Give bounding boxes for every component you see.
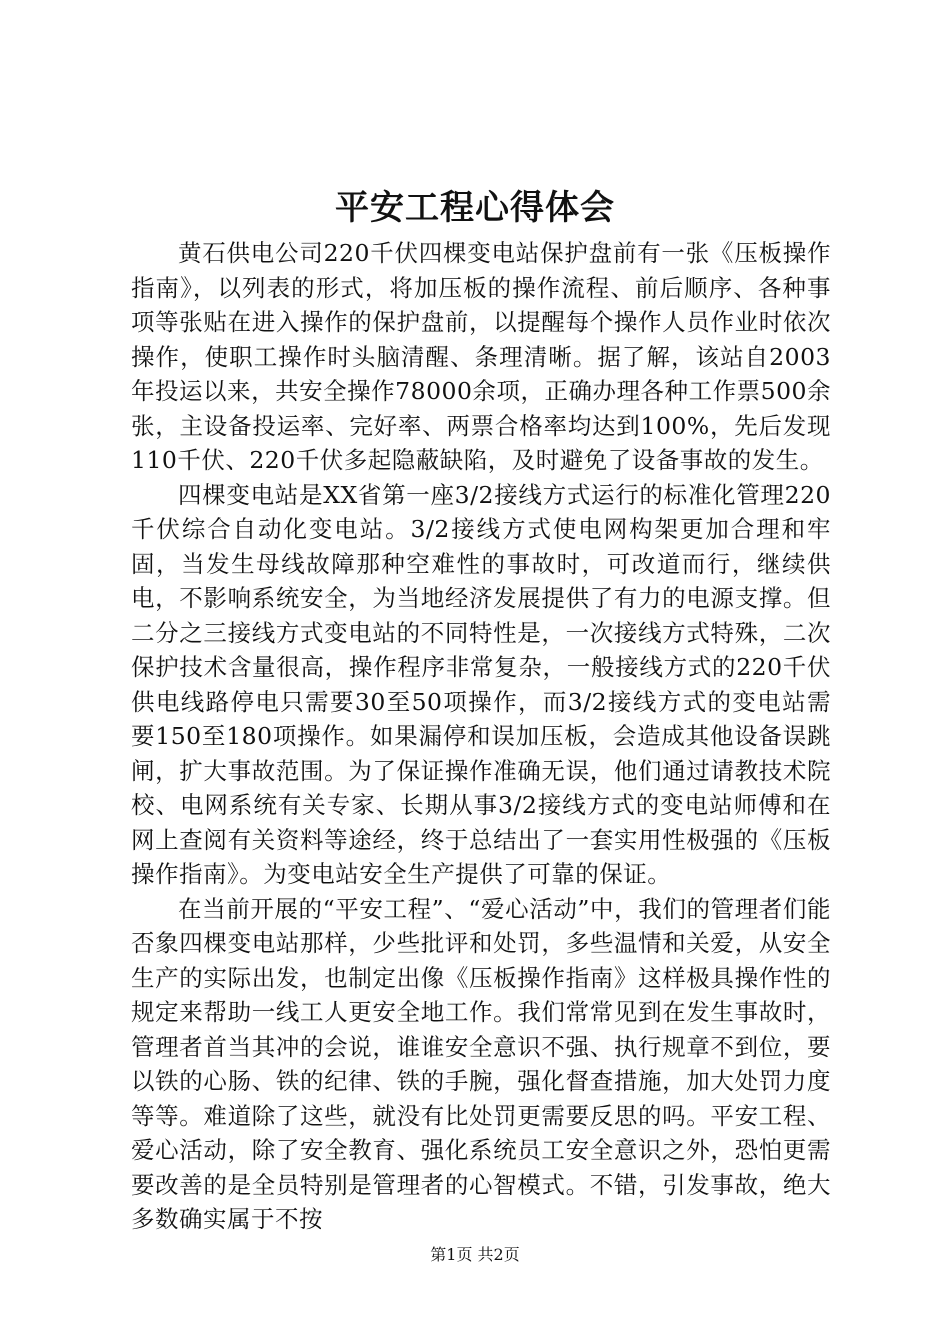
document-body xyxy=(131,236,831,1237)
paragraph-2: 四棵变电站是XX省第一座3/2接线方式运行的标准化管理220千伏综合自动化变电站。3/2接线方式使电网构架更加合理和牢固，当发生母线故障那种空难性的事故时，可改道而行，继续供电，不影响系统安全，为当地经济发展提供了有力的电源支撑。但二分之三接线方式变电站的不同特性是，一次接线方式特殊，二次保护技术含量很高，操作程序非常复杂，一般接线方式的220千伏供电线路停电只需要30至50项操作，而3/2接线方式的变电站需要150至180项操作。如果漏停和误加压板，会造成其他设备误跳闸，扩大事故范围。为了保证操作准确无误，他们通过请教技术院校、电网系统有关专家、长期从事3/2接线方式的变电站师傅和在网上查阅有关资料等途经，终于总结出了一套实用性极强的《压板操作指南》。为变电站安全生产提供了可靠的保证。 xyxy=(131,480,831,888)
paragraph-1: 黄石供电公司220千伏四棵变电站保护盘前有一张《压板操作指南》，以列表的形式，将加压板的操作流程、前后顺序、各种事项等张贴在进入操作的保护盘前，以提醒每个操作人员作业时依次操作，使职工操作时头脑清醒、条理清晰。据了解，该站自2003年投运以来，共安全操作78000余项，正确办理各种工作票500余张，主设备投运率、完好率、两票合格率均达到100%，先后发现110千伏、220千伏多起隐蔽缺陷，及时避免了设备事故的发生。 xyxy=(131,239,831,474)
page-number-footer: 第1页 共2页 xyxy=(430,1245,520,1264)
paragraph-3: 在当前开展的“平安工程”、“爱心活动”中，我们的管理者们能否象四棵变电站那样，少些批评和处罚，多些温情和关爱，从安全生产的实际出发，也制定出像《压板操作指南》这样极具操作性的规定来帮助一线工人更安全地工作。我们常常见到在发生事故时，管理者首当其冲的会说，谁谁安全意识不强、执行规章不到位，要以铁的心肠、铁的纪律、铁的手腕，强化督查措施，加大处罚力度等等。难道除了这些，就没有比处罚更需要反思的吗。平安工程、爱心活动，除了安全教育、强化系统员工安全意识之外，恐怕更需要改善的是全员特别是管理者的心智模式。不错，引发事故，绝大多数确实属于不按 xyxy=(131,894,831,1233)
document-title: 平安工程心得体会 xyxy=(335,188,615,228)
